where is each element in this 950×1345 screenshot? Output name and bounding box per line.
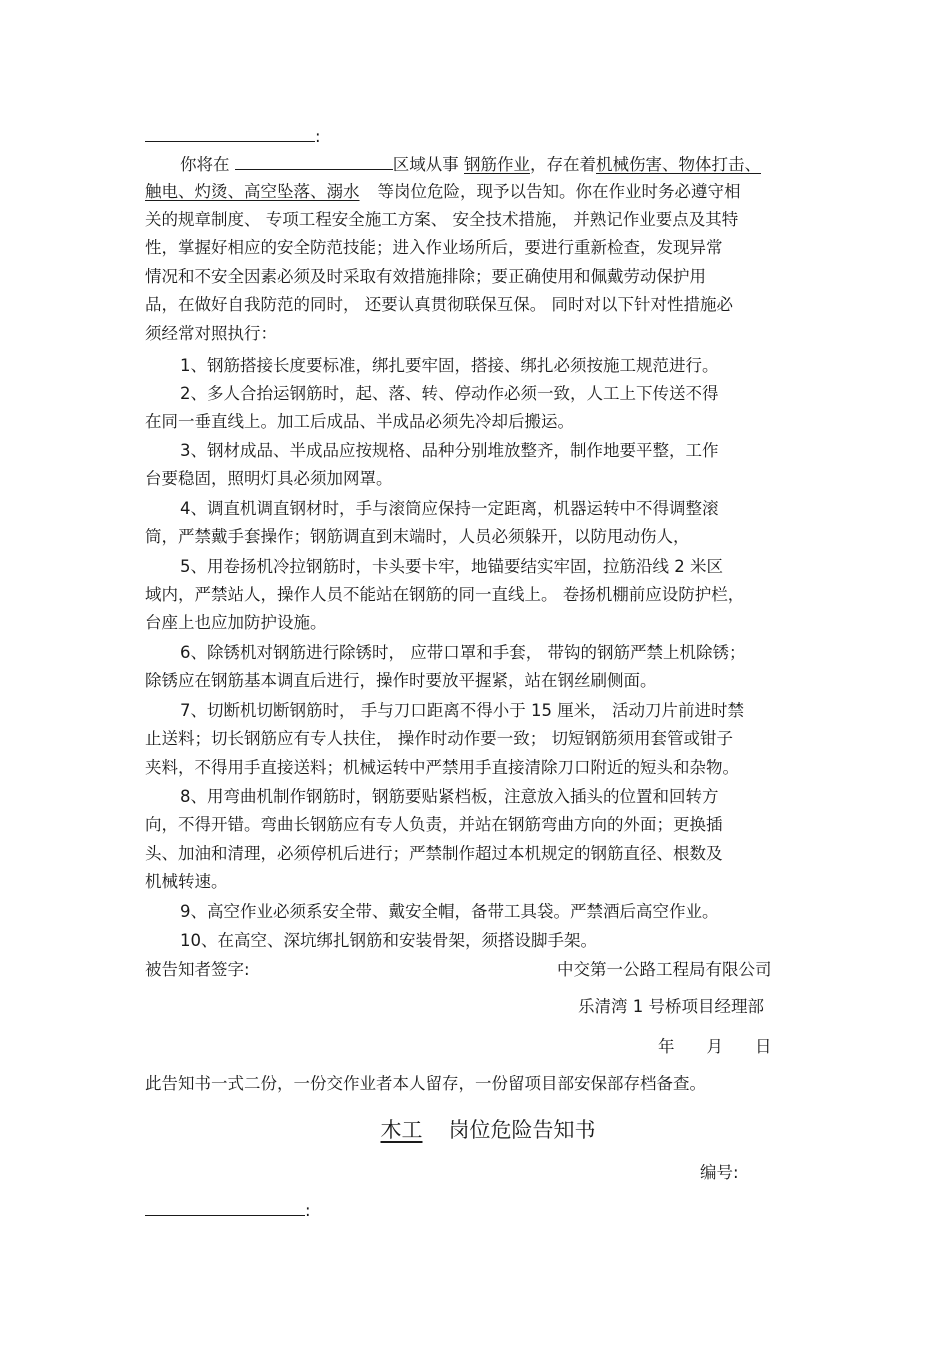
footnote: 此告知书一式二份，一份交作业者本人留存，一份留项目部安保部存档备查。 xyxy=(145,1074,706,1093)
item-7-line-2: 止送料；切长钢筋应有专人扶住， 操作时动作要一致； 切短钢筋须用套管或钳子 xyxy=(145,729,733,748)
item-3-line-2: 台要稳固，照明灯具必须加网罩。 xyxy=(145,469,393,488)
date-line: 年 月 日 xyxy=(658,1037,772,1056)
item-2-line-1: 2、多人合抬运钢筋时，起、落、转、停动作必须一致，人工上下传送不得 xyxy=(180,384,719,403)
item-2-line-2: 在同一垂直线上。加工后成品、半成品必须先冷却后搬运。 xyxy=(145,412,574,431)
job-type: 木工 xyxy=(380,1118,423,1142)
para-intro-line-1: 你将在 区域从事 钢筋作业，存在着机械伤害、物体打击、 xyxy=(180,152,761,176)
para-intro-line-4: 性，掌握好相应的安全防范技能；进入作业场所后，要进行重新检查，发现异常 xyxy=(145,238,723,257)
next-addressee-blank[interactable] xyxy=(145,1198,305,1216)
item-8-line-2: 向，不得开错。弯曲长钢筋应有专人负责，并站在钢筋弯曲方向的外面；更换插 xyxy=(145,815,723,834)
company-name: 中交第一公路工程局有限公司 xyxy=(557,960,772,979)
next-notice-title: 木工 岗位危险告知书 xyxy=(0,1114,950,1144)
item-4-line-1: 4、调直机调直钢材时，手与滚筒应保持一定距离，机器运转中不得调整滚 xyxy=(180,499,719,518)
para-intro-line-2: 触电、灼烫、高空坠落、溺水 等岗位危险，现予以告知。你在作业时务必遵守相 xyxy=(145,182,741,201)
hazards-2: 触电、灼烫、高空坠落、溺水 xyxy=(145,182,360,201)
item-10: 10、在高空、深坑绑扎钢筋和安装骨架，须搭设脚手架。 xyxy=(180,931,597,950)
para-intro-line-7: 须经常对照执行： xyxy=(145,324,277,343)
work-type: 钢筋作业 xyxy=(464,155,530,174)
item-4-line-2: 筒，严禁戴手套操作；钢筋调直到末端时，人员必须躲开，以防甩动伤人， xyxy=(145,527,690,546)
item-8-line-1: 8、用弯曲机制作钢筋时，钢筋要贴紧档板，注意放入插头的位置和回转方 xyxy=(180,787,719,806)
hazards-1: 机械伤害、物体打击、 xyxy=(596,155,761,174)
addressee-blank[interactable] xyxy=(145,124,315,142)
signee-label: 被告知者签字: xyxy=(145,960,250,979)
item-5-line-1: 5、用卷扬机冷拉钢筋时，卡头要卡牢，地锚要结实牢固，拉筋沿线 2 米区 xyxy=(180,557,723,576)
para-intro-line-5: 情况和不安全因素必须及时采取有效措施排除；要正确使用和佩戴劳动保护用 xyxy=(145,267,706,286)
item-9: 9、高空作业必须系安全带、戴安全帽，备带工具袋。严禁酒后高空作业。 xyxy=(180,902,719,921)
addressee-line: : xyxy=(145,124,321,148)
para-intro-line-6: 品，在做好自我防范的同时， 还要认真贯彻联保互保。 同时对以下针对性措施必 xyxy=(145,295,733,314)
area-blank[interactable] xyxy=(235,152,393,170)
item-6-line-1: 6、除锈机对钢筋进行除锈时， 应带口罩和手套， 带钩的钢筋严禁上机除锈； xyxy=(180,643,746,662)
item-7-line-3: 夹料，不得用手直接送料；机械运转中严禁用手直接清除刀口附近的短头和杂物。 xyxy=(145,758,739,777)
project-department: 乐清湾 1 号桥项目经理部 xyxy=(578,997,764,1016)
item-8-line-3: 头、加油和清理，必须停机后进行；严禁制作超过本机规定的钢筋直径、根数及 xyxy=(145,844,723,863)
number-label: 编号: xyxy=(700,1163,739,1182)
item-5-line-3: 台座上也应加防护设施。 xyxy=(145,613,327,632)
item-3-line-1: 3、钢材成品、半成品应按规格、品种分别堆放整齐，制作地要平整，工作 xyxy=(180,441,719,460)
item-7-line-1: 7、切断机切断钢筋时， 手与刀口距离不得小于 15 厘米， 活动刀片前进时禁 xyxy=(180,701,744,720)
item-8-line-4: 机械转速。 xyxy=(145,872,228,891)
item-1: 1、钢筋搭接长度要标准，绑扎要牢固，搭接、绑扎必须按施工规范进行。 xyxy=(180,356,719,375)
para-intro-line-3: 关的规章制度、 专项工程安全施工方案、 安全技术措施， 并熟记作业要点及其特 xyxy=(145,210,739,229)
item-6-line-2: 除锈应在钢筋基本调直后进行，操作时要放平握紧，站在钢丝刷侧面。 xyxy=(145,671,657,690)
next-addressee-line: : xyxy=(145,1198,311,1222)
item-5-line-2: 域内，严禁站人，操作人员不能站在钢筋的同一直线上。 卷扬机棚前应设防护栏， xyxy=(145,585,745,604)
